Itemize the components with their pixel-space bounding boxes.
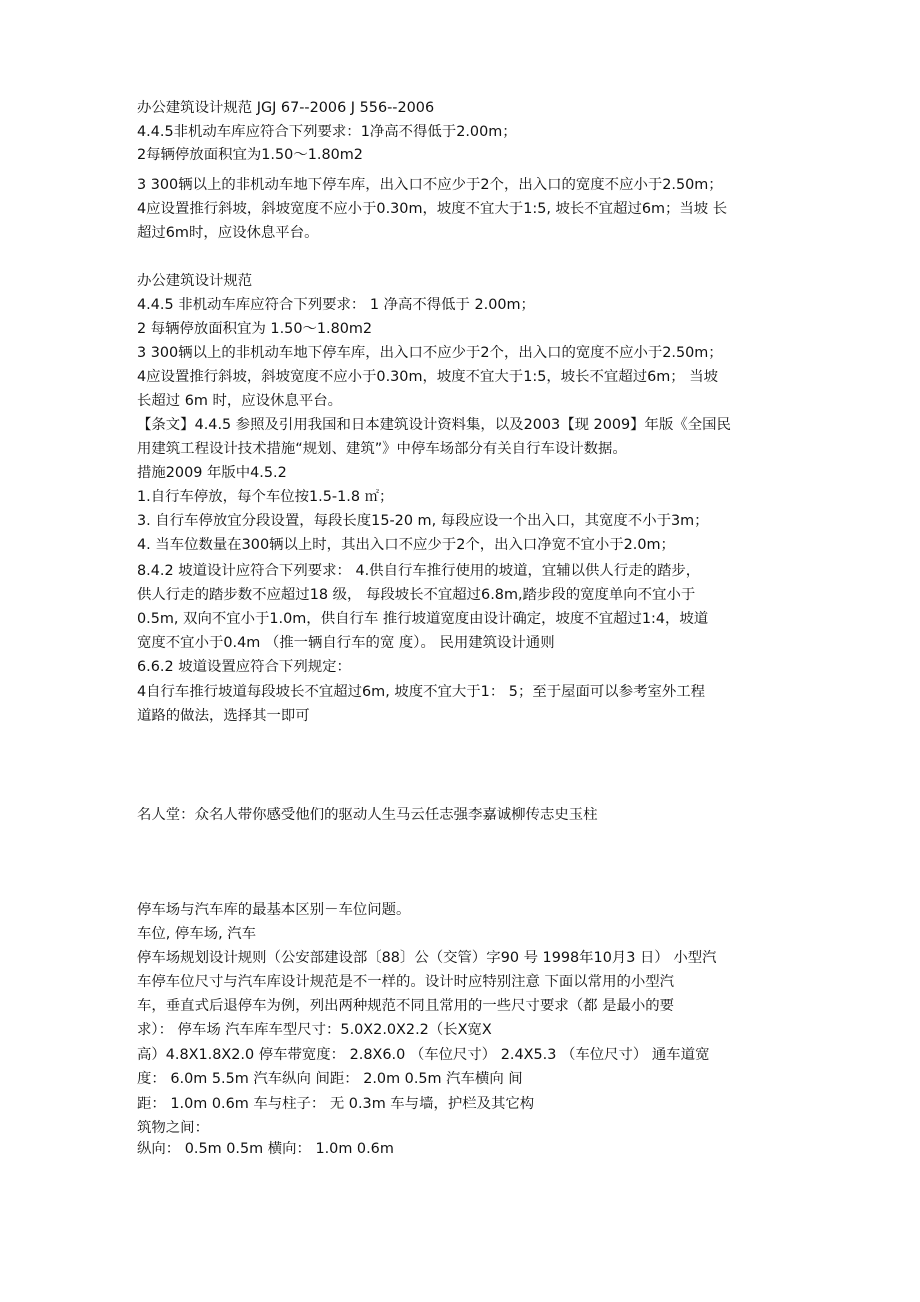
section3-line: 车位, 停车场, 汽车: [137, 926, 257, 942]
section1-title: 办公建筑设计规范 JGJ 67--2006 J 556--2006: [137, 100, 435, 116]
section2-line: 供人行走的踏步数不应超过18 级， 每段坡长不宜超过6.8m,踏步段的宽度单向不宜小于: [137, 587, 696, 603]
section2-line: 6.6.2 坡道设置应符合下列规定：: [137, 659, 351, 675]
section3-line: 距： 1.0m 0.6m 车与柱子： 无 0.3m 车与墙，护栏及其它构: [137, 1096, 535, 1112]
section2-line: 8.4.2 坡道设计应符合下列要求： 4.供自行车推行使用的坡道，宜辅以供人行走的踏步，: [137, 563, 701, 579]
section3-line: 车，垂直式后退停车为例，列出两种规范不同且常用的一些尺寸要求（都 是最小的要: [137, 998, 675, 1014]
section2-line: 宽度不宜小于0.4m （推一辆自行车的宽 度）。 民用建筑设计通则: [137, 635, 555, 651]
section3-line: 高）4.8X1.8X2.0 停车带宽度： 2.8X6.0 （车位尺寸） 2.4X5.3 （车位尺寸） 通车道宽: [137, 1047, 710, 1063]
section2-line: 4应设置推行斜坡，斜坡宽度不应小于0.30m，坡度不宜大于1:5，坡长不宜超过6m； 当坡: [137, 369, 719, 385]
famous-people-line: 名人堂：众名人带你感受他们的驱动人生马云任志强李嘉诚柳传志史玉柱: [137, 807, 598, 823]
section1-line: 3 300辆以上的非机动车地下停车库，出入口不应少于2个，出入口的宽度不应小于2.50m；: [137, 177, 723, 193]
section3-line: 停车场与汽车库的最基本区别－车位问题。: [137, 902, 411, 918]
section2-line: 用建筑工程设计技术措施“规划、建筑”》中停车场部分有关自行车设计数据。: [137, 441, 627, 457]
section2-line: 4自行车推行坡道每段坡长不宜超过6m, 坡度不宜大于1： 5；至于屋面可以参考室外工程: [137, 684, 706, 700]
section1-line: 4.4.5非机动车库应符合下列要求：1净高不得低于2.00m；: [137, 124, 517, 140]
section1-line: 超过6m时，应设休息平台。: [137, 225, 319, 241]
section2-line: 2 每辆停放面积宜为 1.50～1.80m2: [137, 321, 373, 337]
section2-line: 【条文】4.4.5 参照及引用我国和日本建筑设计资料集，以及2003【现 2009】年版《全国民: [137, 417, 731, 433]
section2-line: 长超过 6m 时，应设休息平台。: [137, 393, 343, 409]
section3-line: 纵向： 0.5m 0.5m 横向： 1.0m 0.6m: [137, 1141, 394, 1157]
section2-line: 道路的做法，选择其一即可: [137, 708, 310, 724]
section2-line: 3 300辆以上的非机动车地下停车库，出入口不应少于2个，出入口的宽度不应小于2.50m；: [137, 345, 723, 361]
section2-line: 4. 当车位数量在300辆以上时，其出入口不应少于2个，出入口净宽不宜小于2.0m；: [137, 537, 675, 553]
section3-line: 求）： 停车场 汽车库车型尺寸：5.0X2.0X2.2（长X宽X: [137, 1022, 492, 1038]
section2-line: 0.5m, 双向不宜小于1.0m，供自行车 推行坡道宽度由设计确定，坡度不宜超过1:4，坡道: [137, 611, 709, 627]
section2-line: 措施2009 年版中4.5.2: [137, 465, 287, 481]
section2-line: 4.4.5 非机动车库应符合下列要求： 1 净高不得低于 2.00m；: [137, 297, 535, 313]
section2-title: 办公建筑设计规范: [137, 273, 253, 289]
section3-line: 筑物之间：: [137, 1120, 209, 1136]
section3-line: 度： 6.0m 5.5m 汽车纵向 间距： 2.0m 0.5m 汽车横向 间: [137, 1071, 523, 1087]
section3-line: 停车场规划设计规则（公安部建设部〔88〕公（交管）字90 号 1998年10月3 日） 小型汽: [137, 950, 717, 966]
section1-line: 2每辆停放面积宜为1.50～1.80m2: [137, 147, 363, 163]
section1-line: 4应设置推行斜坡，斜坡宽度不应小于0.30m，坡度不宜大于1:5, 坡长不宜超过6m；当坡 长: [137, 201, 728, 217]
section2-line: 1.自行车停放，每个车位按1.5-1.8 ㎡；: [137, 489, 394, 505]
section2-line: 3. 自行车停放宜分段设置，每段长度15-20 m, 每段应设一个出入口，其宽度不小于3m；: [137, 513, 709, 529]
section3-line: 车停车位尺寸与汽车库设计规范是不一样的。设计时应特别注意 下面以常用的小型汽: [137, 974, 675, 990]
